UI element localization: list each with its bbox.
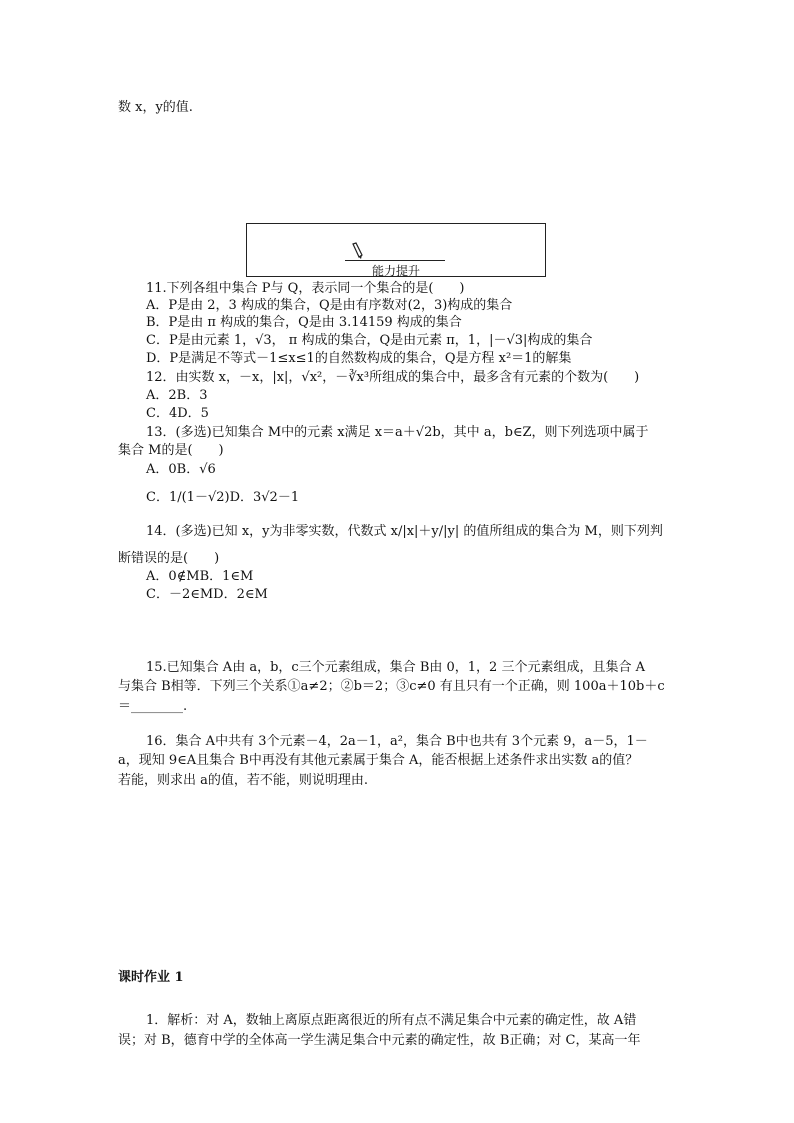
q16-line2: a，现知 9∈A且集合 B中再没有其他元素属于集合 A，能否根据上述条件求出实数 a的值？ bbox=[118, 753, 639, 768]
pencil-icon bbox=[349, 242, 365, 260]
q15-line3: ＝________. bbox=[118, 699, 188, 714]
q11-option-b: B．P是由 π 构成的集合，Q是由 3.14159 构成的集合 bbox=[146, 315, 462, 330]
q13-option-ab: A．0B．√6 bbox=[146, 462, 216, 477]
q12-stem: 12．由实数 x，－x，|x|，√x²，－∛x³所组成的集合中，最多含有元素的个数为( ) bbox=[146, 370, 640, 385]
q11-stem: 11.下列各组中集合 P与 Q，表示同一个集合的是( ) bbox=[146, 281, 465, 296]
answers-line2: 误；对 B，德育中学的全体高一学生满足集合中元素的确定性，故 B正确；对 C，某高一年 bbox=[118, 1033, 641, 1048]
q13-option-cd: C．1/(1－√2)D．3√2－1 bbox=[146, 490, 300, 505]
q15-line1: 15.已知集合 A由 a，b，c三个元素组成，集合 B由 0，1，2 三个元素组成，且集合 A bbox=[146, 660, 645, 675]
q14-stem: 14．(多选)已知 x，y为非零实数，代数式 x/|x|＋y/|y| 的值所组成的集合为 M，则下列判 bbox=[146, 524, 663, 539]
section-title: 能力提升 bbox=[371, 264, 420, 278]
q13-stem: 13．(多选)已知集合 M中的元素 x满足 x＝a＋√2b，其中 a，b∈Z，则下列选项中属于 bbox=[146, 425, 649, 440]
q12-option-ab: A．2B．3 bbox=[146, 388, 208, 403]
q15-line2: 与集合 B相等．下列三个关系①a≠2；②b＝2；③c≠0 有且只有一个正确，则 100a＋10b＋c bbox=[118, 679, 665, 694]
intro-text: 数 x，y的值. bbox=[118, 100, 193, 115]
q11-option-c: C．P是由元素 1，√3， π 构成的集合，Q是由元素 π，1，|－√3|构成的集合 bbox=[146, 333, 593, 348]
q11-option-d: D．P是满足不等式－1≤x≤1的自然数构成的集合，Q是方程 x²＝1的解集 bbox=[146, 351, 572, 366]
q16-line3: 若能，则求出 a的值，若不能，则说明理由. bbox=[118, 773, 369, 788]
banner-rule bbox=[345, 260, 445, 261]
q12-option-cd: C．4D．5 bbox=[146, 406, 209, 421]
q14-stem-cont: 断错误的是( ) bbox=[118, 551, 220, 566]
q13-stem-cont: 集合 M的是( ) bbox=[118, 443, 224, 458]
answers-title: 课时作业 1 bbox=[118, 970, 184, 985]
q14-option-ab: A．0∉MB．1∈M bbox=[146, 569, 254, 584]
q11-option-a: A．P是由 2，3 构成的集合，Q是由有序数对(2，3)构成的集合 bbox=[146, 298, 513, 313]
answers-line1: 1．解析：对 A，数轴上离原点距离很近的所有点不满足集合中元素的确定性，故 A错 bbox=[146, 1013, 637, 1028]
q16-line1: 16．集合 A中共有 3个元素－4，2a－1，a²，集合 B中也共有 3个元素 9，a－5，1－ bbox=[146, 734, 648, 749]
section-banner bbox=[246, 223, 546, 277]
q14-option-cd: C．－2∈MD．2∈M bbox=[146, 587, 268, 602]
